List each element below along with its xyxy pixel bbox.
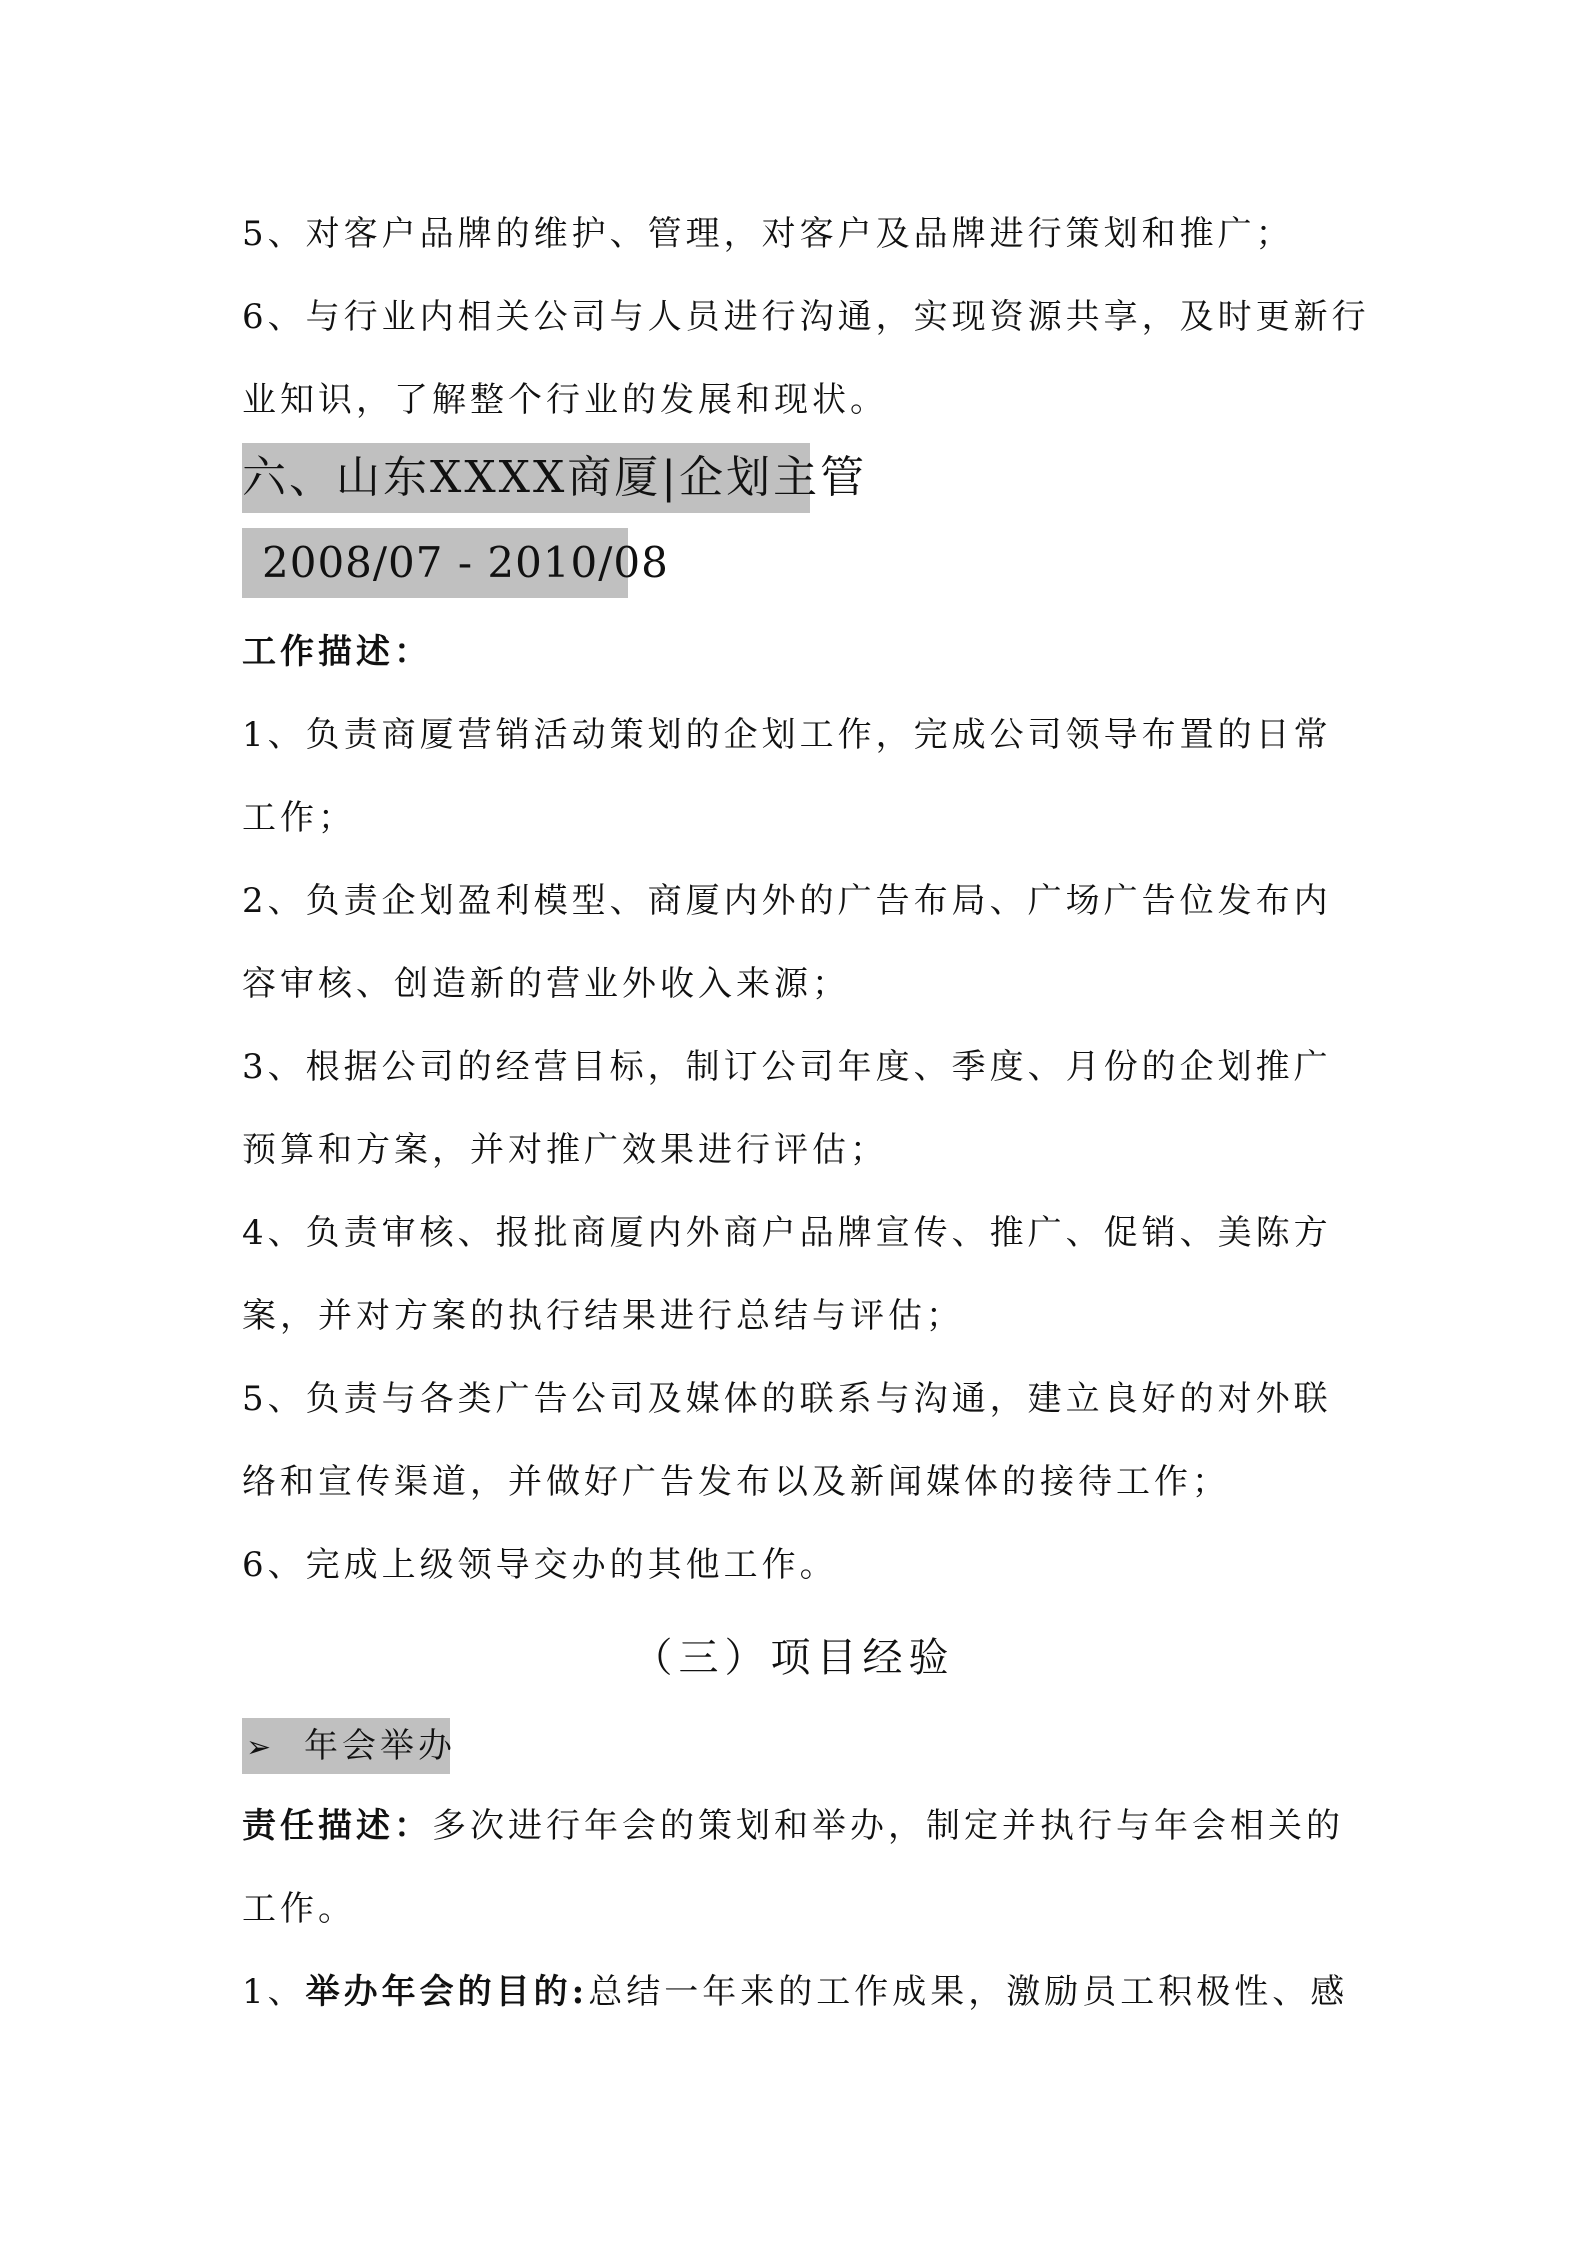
project-name: 年会举办 [304, 1726, 456, 1766]
duty-line: 6、完成上级领导交办的其他工作。 [242, 1545, 838, 1585]
responsibility-text: 多次进行年会的策划和举办，制定并执行与年会相关的 [432, 1806, 1344, 1846]
point-number: 1、 [242, 1972, 306, 2012]
responsibility-label: 责任描述： [242, 1806, 432, 1846]
prev-list-item-6-line-2: 业知识，了解整个行业的发展和现状。 [242, 380, 888, 420]
duty-line: 容审核、创造新的营业外收入来源； [242, 964, 850, 1004]
responsibility-line-2: 工作。 [242, 1889, 356, 1929]
prev-list-item-5: 5、对客户品牌的维护、管理，对客户及品牌进行策划和推广； [242, 214, 1294, 254]
duty-line: 4、负责审核、报批商厦内外商户品牌宣传、推广、促销、美陈方 [242, 1213, 1332, 1253]
prev-list-item-6-line-1: 6、与行业内相关公司与人员进行沟通，实现资源共享，及时更新行 [242, 297, 1370, 337]
duty-line: 案，并对方案的执行结果进行总结与评估； [242, 1296, 964, 1336]
duty-line: 3、根据公司的经营目标，制订公司年度、季度、月份的企划推广 [242, 1047, 1332, 1087]
point-text: 总结一年来的工作成果，激励员工积极性、感 [588, 1972, 1349, 2012]
job-title-heading: 六、山东XXXX商厦|企划主管 [242, 443, 810, 513]
point-label: 举办年会的目的: [305, 1972, 589, 2012]
project-name-heading [242, 1718, 456, 1774]
duty-line: 络和宣传渠道，并做好广告发布以及新闻媒体的接待工作； [242, 1462, 1230, 1502]
job-period-heading: 2008/07 - 2010/08 [242, 528, 628, 598]
responsibility-line-1 [242, 1802, 1344, 1850]
project-point-1 [242, 1968, 1348, 2016]
duty-line: 预算和方案，并对推广效果进行评估； [242, 1130, 888, 1170]
work-description-label: 工作描述： [242, 632, 432, 672]
duty-line: 5、负责与各类广告公司及媒体的联系与沟通，建立良好的对外联 [242, 1379, 1332, 1419]
arrow-bullet-icon: ➢ [246, 1730, 276, 1765]
duty-line: 2、负责企划盈利模型、商厦内外的广告布局、广场广告位发布内 [242, 881, 1332, 921]
project-experience-title: （三）项目经验 [632, 1635, 955, 1681]
duty-line: 工作； [242, 798, 356, 838]
duty-line: 1、负责商厦营销活动策划的企划工作，完成公司领导布置的日常 [242, 715, 1332, 755]
